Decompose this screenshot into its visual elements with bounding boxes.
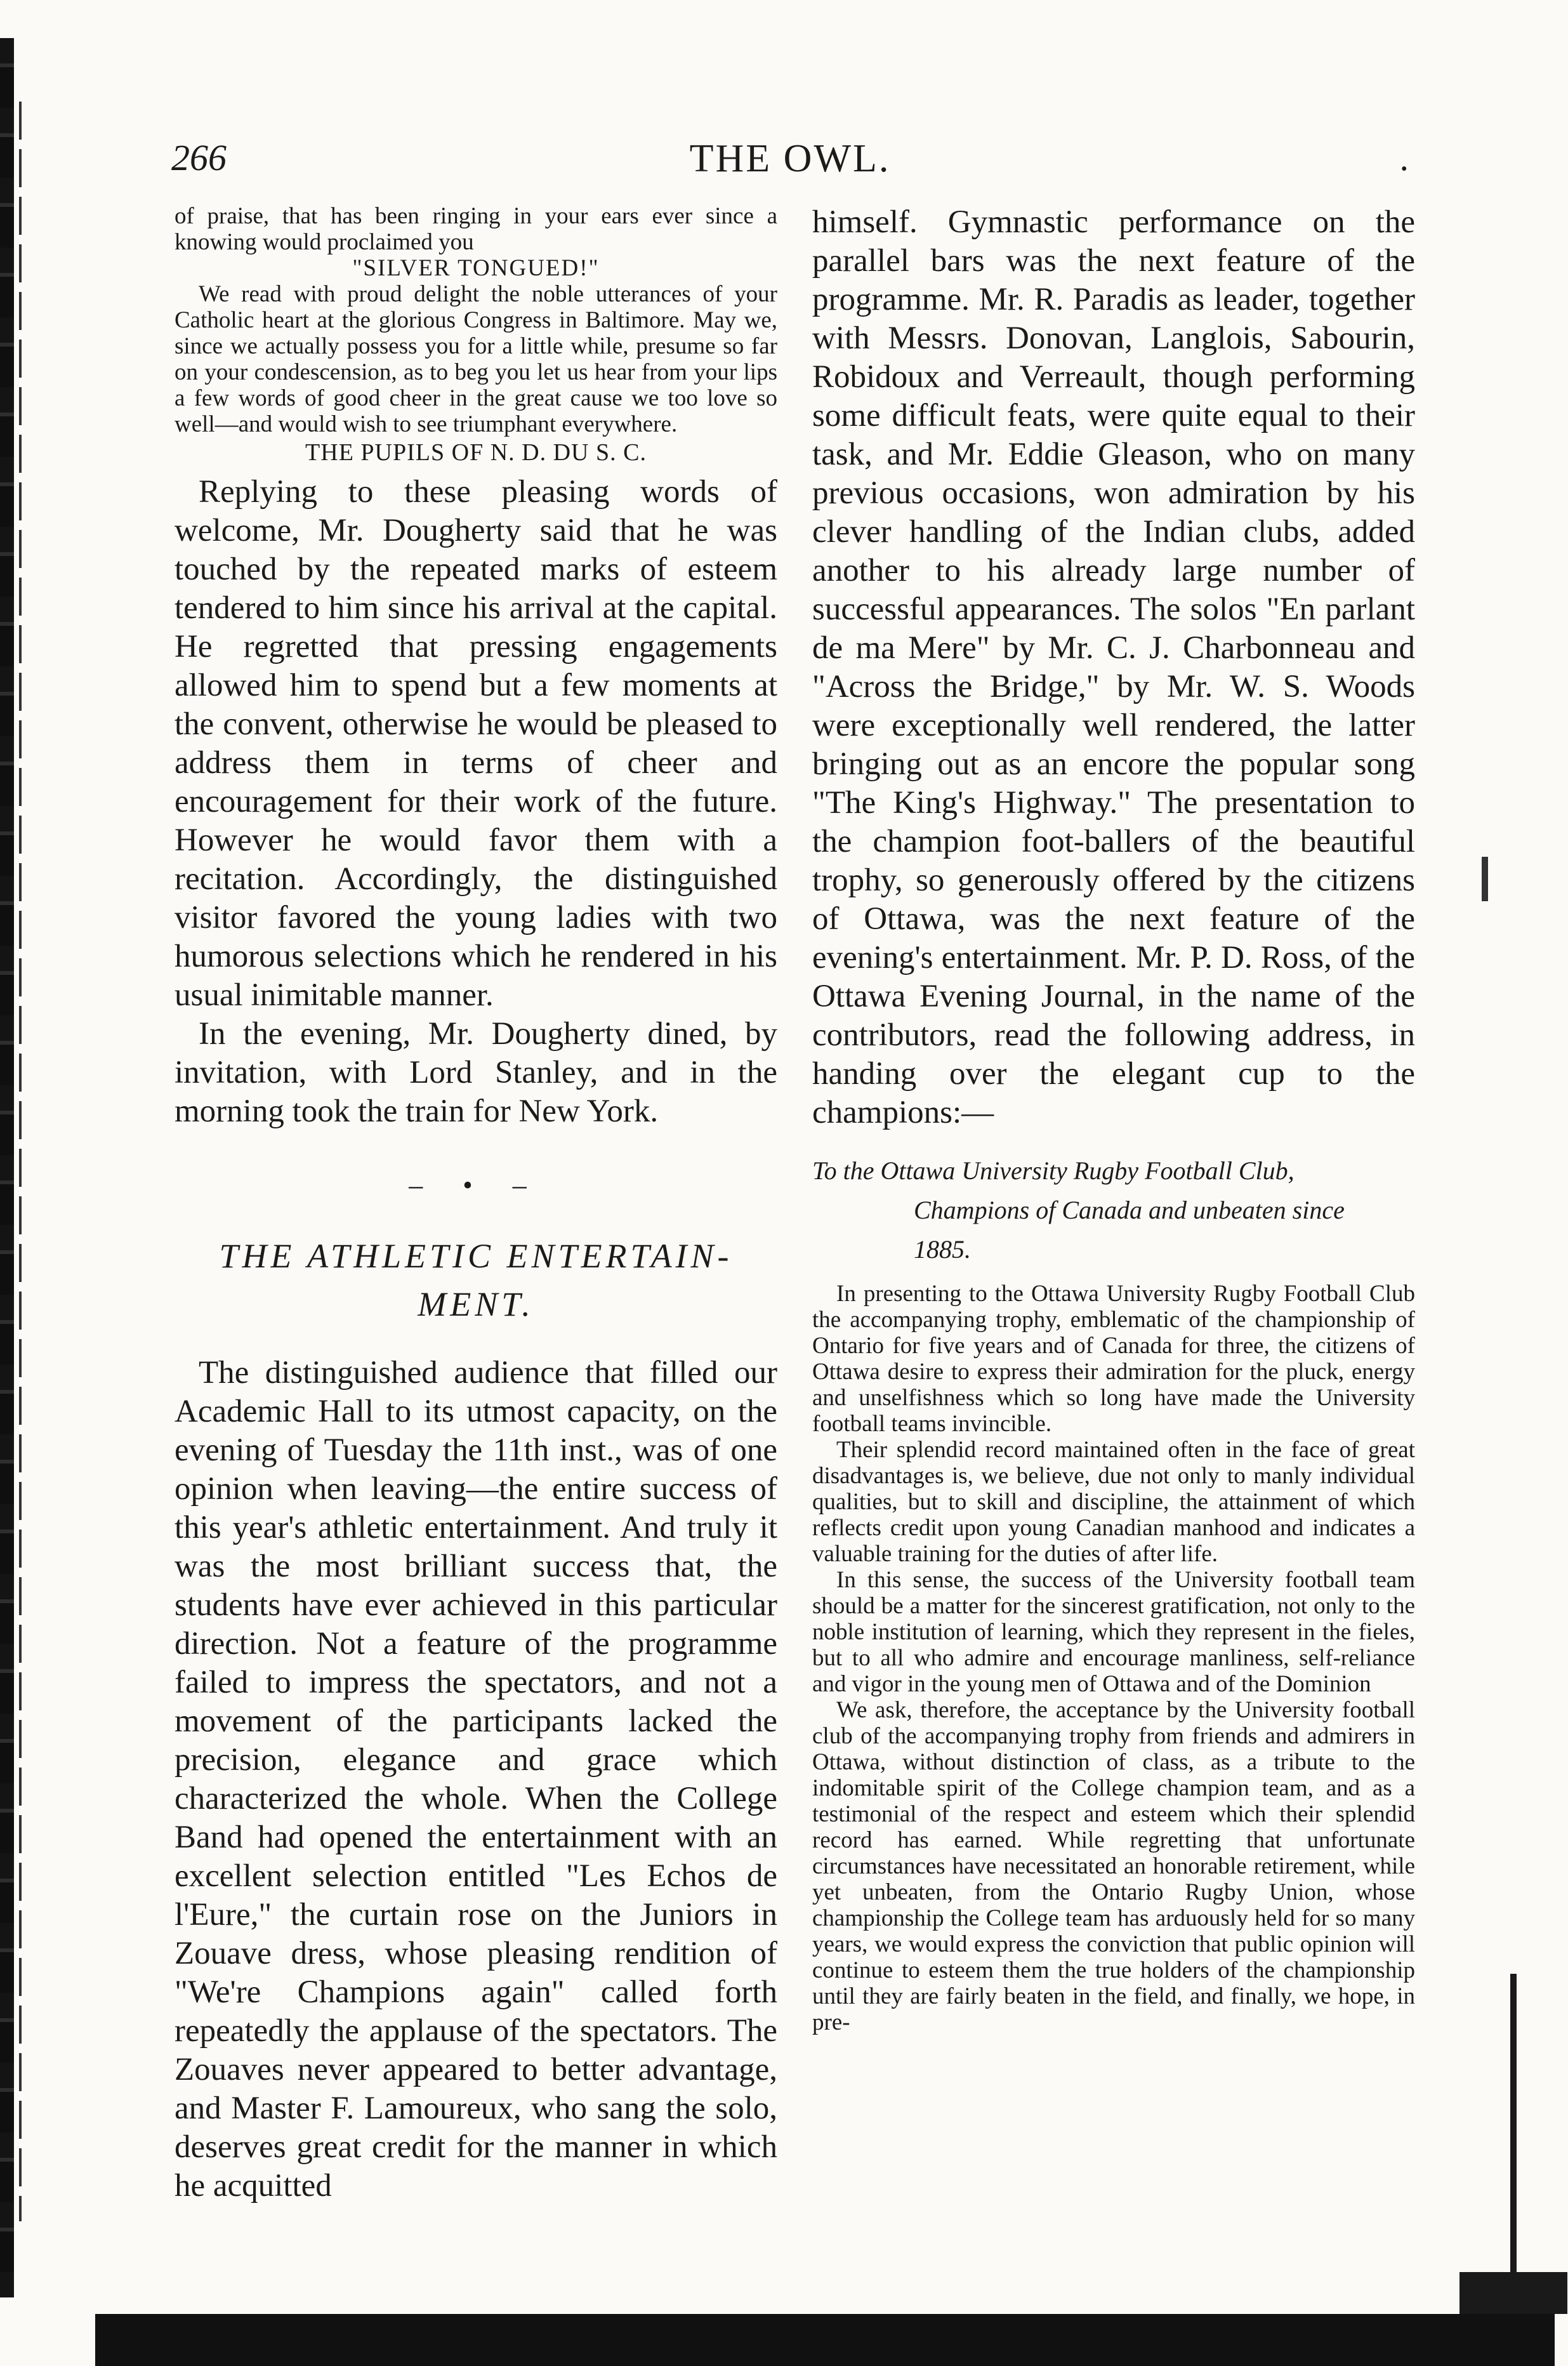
page-number: 266 [171,137,227,178]
article-heading-line-1: THE ATHLETIC ENTERTAIN- [219,1237,733,1275]
address-heading-line-1: To the Ottawa University Rugby Football Club, [812,1156,1295,1185]
paragraph-reply: Replying to these pleasing words of welcome, Mr. Dougherty said that he was touched by the repeated marks of esteem tendered to him since his arrival at the capital. He regretted that pressing engagements allowed him to spend but a few moments at the convent, otherwise he would be pleased to address them in terms of cheer and encouragement for their work of the future. However he would favor them with a recitation. Accordingly, the distinguished visitor favored the young ladies with two humorous selections which he rendered in his usual inimitable manner. [175,474,777,1013]
journal-title: THE OWL. [689,137,891,180]
address-paragraph-2: Their splendid record maintained often in the face of great disadvantages is, we believe, due not only to manly individual qualities, but to skill and discipline, the attainment of which reflects credit upon young Canadian manhood and indicates a valuable training for the duties of after life. [812,1437,1415,1567]
page-right-edge [1510,1974,1517,2310]
right-column [812,203,1415,2035]
article-heading-line-2: MENT. [418,1285,534,1323]
page-edge-mark [1482,857,1488,901]
letter-ending: of praise, that has been ringing in your ears ever since a knowing would proclaimed you [175,203,777,255]
paragraph-continued: himself. Gymnastic performance on the parallel bars was the next feature of the programme. Mr. R. Paradis as leader, together with Messrs. Donovan, Langlois, Sabourin, Robidoux and Verreault, though performing some difficult feats, were quite equal to their task, and Mr. Eddie Gleason, who on many previous occasions, won admiration by his clever handling of the Indian clubs, added another to his already large number of successful appearances. The solos "En parlant de ma Mere" by Mr. C. J. Charbonneau and "Across the Bridge," by Mr. W. S. Woods were exceptionally well rendered, the latter bringing out as an encore the popular song "The King's Highway." The presentation to the champion foot-ballers of the beautiful trophy, so generously offered by the citizens of Ottawa, was the next feature of the evening's entertainment. Mr. P. D. Ross, of the Ottawa Evening Journal, in the name of the contributors, read the following address, in handing over the elegant cup to the champions:— [812,204,1415,1130]
header-mark: . [1399,137,1409,178]
address-heading-line-2: Champions of Canada and unbeaten since [914,1196,1345,1224]
running-head [171,136,1409,187]
paragraph-evening: In the evening, Mr. Dougherty dined, by invitation, with Lord Stanley, and in the morning took the train for New York. [175,1016,777,1129]
section-ornament: – • – [409,1170,543,1201]
page-binding-edge [0,38,14,2297]
letter-body: We read with proud delight the noble utterances of your Catholic heart at the glorious Congress in Baltimore. May we, since we actually possess you for a little while, presume so far on your condescension, as to beg you let us hear from your lips a few words of good cheer in the great cause we too love so well—and would wish to see triumphant everywhere. [175,281,777,437]
paragraph-athletic: The distinguished audience that filled our Academic Hall to its utmost capacity, on the evening of Tuesday the 11th inst., was of one opinion when leaving—the entire success of this year's athletic entertainment. And truly it was the most brilliant success that, the students have ever achieved in this particular direction. Not a feature of the programme failed to impress the spectators, and not a movement of the participants lacked the precision, elegance and grace which characterized the whole. When the College Band had opened the entertainment with an excellent selection entitled "Les Echos de l'Eure," the curtain rose on the Juniors in Zouave dress, whose pleasing rendition of "We're Champions again" called forth repeatedly the applause of the spectators. The Zouaves never appeared to better advantage, and Master F. Lamoureux, who sang the solo, deserves great credit for the manner in which he acquitted [175,1355,777,2204]
page-corner-shadow [1459,2272,1567,2314]
left-column [175,203,777,2205]
scan-bottom-border [95,2314,1555,2366]
address-paragraph-4: We ask, therefore, the acceptance by the University football club of the accompanying trophy from friends and admirers in Ottawa, without distinction of class, as a tribute to the indomitable spirit of the College champion team, and as a testimonial of the respect and esteem which their splendid record has earned. While regretting that unfortunate circumstances have necessitated an honorable retirement, while yet unbeaten, from the Ontario Rugby Union, whose championship the College team has arduously held for so many years, we would express the conviction that public opinion will continue to esteem them the true holders of the championship until they are fairly beaten in the field, and finally, we hope, in pre- [812,1697,1415,2035]
page-binding-shadow [19,102,22,2221]
address-paragraph-1: In presenting to the Ottawa University Rugby Football Club the accompanying trophy, emblematic of the championship of Ontario for five years and of Canada for three, the citizens of Ottawa desire to express their admiration for the pluck, energy and unselfishness which so long have made the University football teams invincible. [812,1281,1415,1437]
article-heading [175,1232,777,1328]
address-paragraph-3: In this sense, the success of the University football team should be a matter for the sincerest gratification, not only to the noble institution of learning, which they represent in the fieles, but to all who admire and encourage manliness, self-reliance and vigor in the young men of Ottawa and of the Dominion [812,1567,1415,1697]
letter-signature: THE PUPILS OF N. D. DU S. C. [305,439,647,466]
letter-quote: "SILVER TONGUED!" [352,255,600,281]
address-heading-line-3: 1885. [914,1235,971,1264]
address-heading [812,1151,1415,1269]
